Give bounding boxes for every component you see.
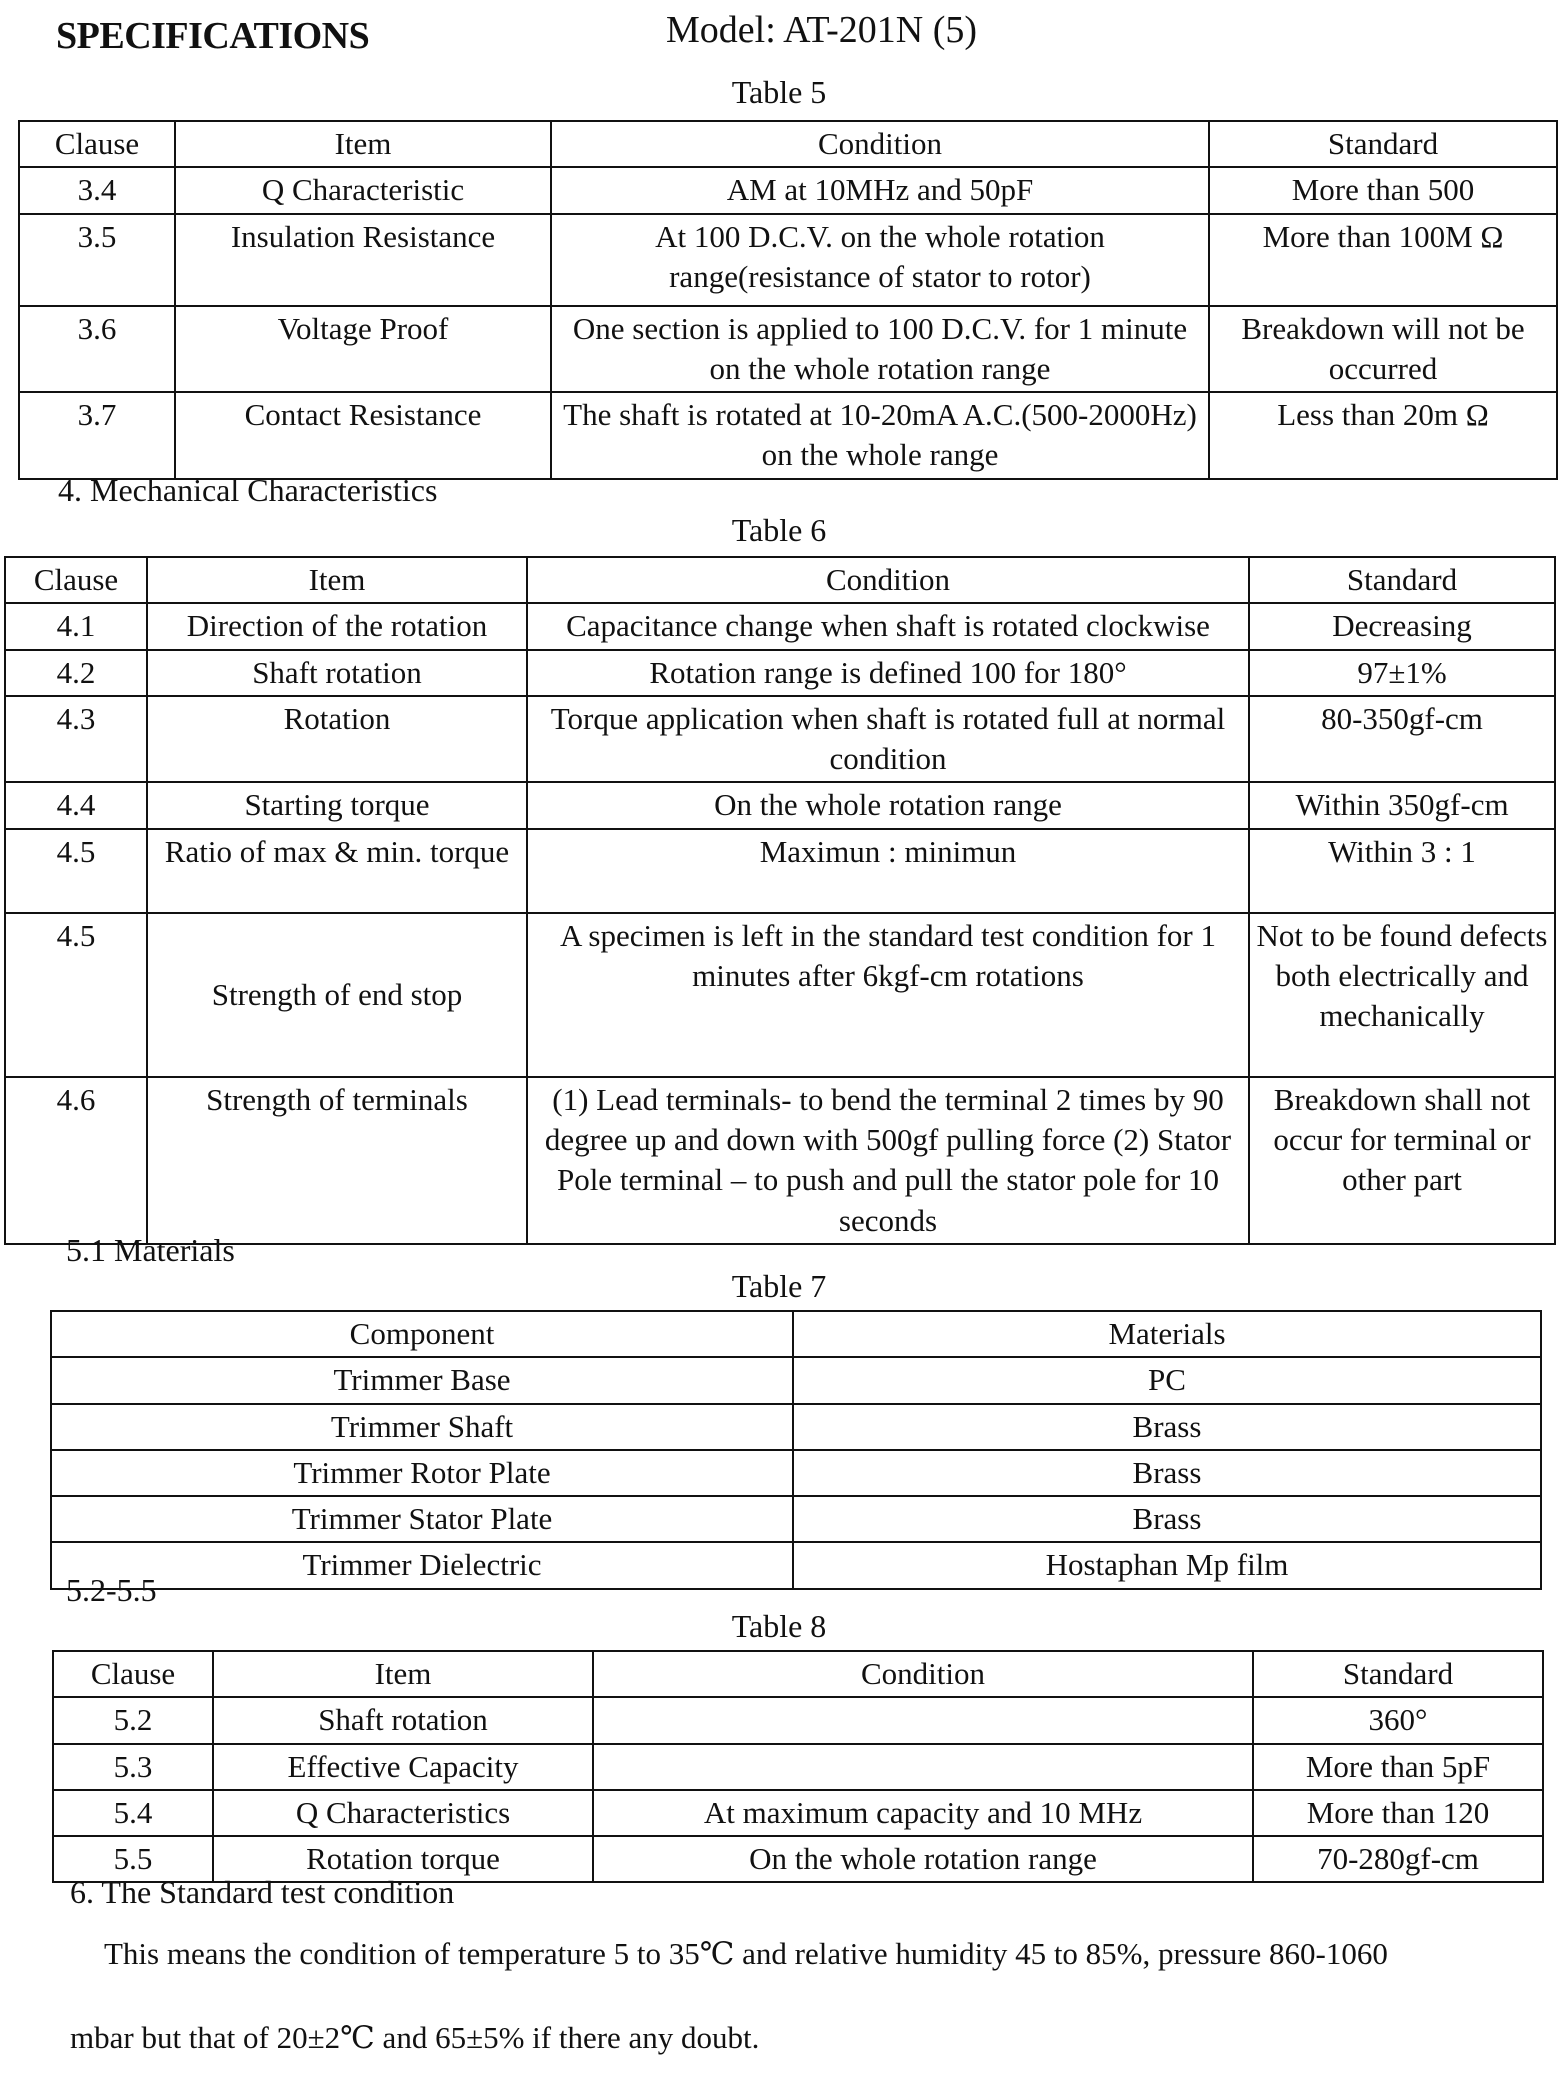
table8-header-row xyxy=(53,1651,1543,1697)
table7-header-row xyxy=(51,1311,1541,1357)
material-cell: PC xyxy=(793,1357,1541,1403)
table8-header-condition: Condition xyxy=(593,1651,1253,1697)
clause-cell: 5.5 xyxy=(53,1836,213,1882)
standard-cell: 360° xyxy=(1253,1697,1543,1743)
item-cell: Ratio of max & min. torque xyxy=(147,829,527,913)
table-row xyxy=(5,829,1555,913)
table6-header-row xyxy=(5,557,1555,603)
table6 xyxy=(4,556,1556,1245)
item-cell: Starting torque xyxy=(147,782,527,828)
condition-cell: The shaft is rotated at 10-20mA A.C.(500-2000Hz) on the whole range xyxy=(551,392,1209,479)
table8-caption: Table 8 xyxy=(731,1608,827,1644)
table6-header-condition: Condition xyxy=(527,557,1249,603)
section-5-2-heading: 5.2-5.5 xyxy=(66,1572,157,1608)
clause-cell: 4.2 xyxy=(5,650,147,696)
item-cell: Strength of end stop xyxy=(147,913,527,1077)
condition-cell: Maximun : minimun xyxy=(527,829,1249,913)
standard-cell: More than 100M Ω xyxy=(1209,214,1557,306)
standard-cell: Breakdown will not be occurred xyxy=(1209,306,1557,393)
table6-header-item: Item xyxy=(147,557,527,603)
condition-cell: Capacitance change when shaft is rotated clockwise xyxy=(527,603,1249,649)
condition-cell: Torque application when shaft is rotated full at normal condition xyxy=(527,696,1249,783)
clause-cell: 3.5 xyxy=(19,214,175,306)
table8-header-clause: Clause xyxy=(53,1651,213,1697)
table-row xyxy=(53,1744,1543,1790)
table-row xyxy=(19,306,1557,393)
component-cell: Trimmer Dielectric xyxy=(51,1542,793,1588)
item-cell: Contact Resistance xyxy=(175,392,551,479)
standard-cell: Not to be found defects both electrically and mechanically xyxy=(1249,913,1555,1077)
condition-cell: Rotation range is defined 100 for 180° xyxy=(527,650,1249,696)
table5-caption: Table 5 xyxy=(731,74,827,110)
condition-cell: (1) Lead terminals- to bend the terminal 2 times by 90 degree up and down with 500gf pulling force (2) Stator Pole terminal – to push and pull the stator pole for 10 seconds xyxy=(527,1077,1249,1244)
standard-cell: Within 3 : 1 xyxy=(1249,829,1555,913)
material-cell: Brass xyxy=(793,1450,1541,1496)
item-cell: Q Characteristic xyxy=(175,167,551,213)
condition-cell: AM at 10MHz and 50pF xyxy=(551,167,1209,213)
clause-cell: 5.4 xyxy=(53,1790,213,1836)
material-cell: Hostaphan Mp film xyxy=(793,1542,1541,1588)
standard-cell: More than 120 xyxy=(1253,1790,1543,1836)
table-row xyxy=(51,1542,1541,1588)
clause-cell: 3.6 xyxy=(19,306,175,393)
table-row xyxy=(19,392,1557,479)
table7-header-component: Component xyxy=(51,1311,793,1357)
clause-cell: 5.3 xyxy=(53,1744,213,1790)
item-cell: Effective Capacity xyxy=(213,1744,593,1790)
table-row xyxy=(5,650,1555,696)
item-cell: Voltage Proof xyxy=(175,306,551,393)
item-cell: Rotation xyxy=(147,696,527,783)
material-cell: Brass xyxy=(793,1404,1541,1450)
condition-cell: A specimen is left in the standard test condition for 1 minutes after 6kgf-cm rotations xyxy=(527,913,1249,1077)
table8-header-standard: Standard xyxy=(1253,1651,1543,1697)
table5-header-row xyxy=(19,121,1557,167)
table6-header-standard: Standard xyxy=(1249,557,1555,603)
table-row xyxy=(53,1697,1543,1743)
clause-cell: 4.3 xyxy=(5,696,147,783)
clause-cell: 4.5 xyxy=(5,829,147,913)
table-row xyxy=(5,782,1555,828)
table5-header-standard: Standard xyxy=(1209,121,1557,167)
standard-cell: Decreasing xyxy=(1249,603,1555,649)
table-row xyxy=(19,167,1557,213)
clause-cell: 4.4 xyxy=(5,782,147,828)
component-cell: Trimmer Rotor Plate xyxy=(51,1450,793,1496)
condition-cell: One section is applied to 100 D.C.V. for 1 minute on the whole rotation range xyxy=(551,306,1209,393)
table7 xyxy=(50,1310,1542,1590)
condition-cell: On the whole rotation range xyxy=(527,782,1249,828)
table-row xyxy=(5,1077,1555,1244)
standard-cell: More than 500 xyxy=(1209,167,1557,213)
condition-cell: At 100 D.C.V. on the whole rotation range(resistance of stator to rotor) xyxy=(551,214,1209,306)
table7-header-materials: Materials xyxy=(793,1311,1541,1357)
condition-cell xyxy=(593,1697,1253,1743)
component-cell: Trimmer Shaft xyxy=(51,1404,793,1450)
clause-cell: 4.6 xyxy=(5,1077,147,1244)
item-cell: Shaft rotation xyxy=(213,1697,593,1743)
test-condition-text-line-2: mbar but that of 20±2℃ and 65±5% if there any doubt. xyxy=(70,2020,760,2055)
item-cell: Rotation torque xyxy=(213,1836,593,1882)
material-cell: Brass xyxy=(793,1496,1541,1542)
clause-cell: 3.7 xyxy=(19,392,175,479)
page-title: SPECIFICATIONS xyxy=(56,15,370,57)
condition-cell: At maximum capacity and 10 MHz xyxy=(593,1790,1253,1836)
table-row xyxy=(53,1790,1543,1836)
table8 xyxy=(52,1650,1544,1883)
table6-caption: Table 6 xyxy=(731,512,827,548)
table5 xyxy=(18,120,1558,480)
standard-cell: 80-350gf-cm xyxy=(1249,696,1555,783)
condition-cell xyxy=(593,1744,1253,1790)
test-condition-text-line-1: This means the condition of temperature 5 to 35℃ and relative humidity 45 to 85%, pressure 860-1060 xyxy=(104,1936,1388,1971)
table8-header-item: Item xyxy=(213,1651,593,1697)
standard-cell: 97±1% xyxy=(1249,650,1555,696)
clause-cell: 5.2 xyxy=(53,1697,213,1743)
table-row xyxy=(5,696,1555,783)
item-cell: Insulation Resistance xyxy=(175,214,551,306)
clause-cell: 4.1 xyxy=(5,603,147,649)
table-row xyxy=(5,603,1555,649)
standard-cell: Breakdown shall not occur for terminal or other part xyxy=(1249,1077,1555,1244)
standard-cell: More than 5pF xyxy=(1253,1744,1543,1790)
standard-cell: 70-280gf-cm xyxy=(1253,1836,1543,1882)
clause-cell: 3.4 xyxy=(19,167,175,213)
standard-cell: Within 350gf-cm xyxy=(1249,782,1555,828)
clause-cell: 4.5 xyxy=(5,913,147,1077)
section-6-heading: 6. The Standard test condition xyxy=(70,1874,455,1910)
table5-header-condition: Condition xyxy=(551,121,1209,167)
model-number: Model: AT-201N (5) xyxy=(666,9,978,51)
condition-cell: On the whole rotation range xyxy=(593,1836,1253,1882)
component-cell: Trimmer Stator Plate xyxy=(51,1496,793,1542)
table-row xyxy=(51,1357,1541,1403)
item-cell: Strength of terminals xyxy=(147,1077,527,1244)
table7-caption: Table 7 xyxy=(731,1268,827,1304)
table6-header-clause: Clause xyxy=(5,557,147,603)
table5-header-clause: Clause xyxy=(19,121,175,167)
item-cell: Shaft rotation xyxy=(147,650,527,696)
table-row xyxy=(5,913,1555,1077)
table-row xyxy=(51,1450,1541,1496)
table-row xyxy=(51,1496,1541,1542)
section-5-1-heading: 5.1 Materials xyxy=(66,1232,235,1268)
section-4-heading: 4. Mechanical Characteristics xyxy=(58,472,438,508)
item-cell: Direction of the rotation xyxy=(147,603,527,649)
table-row xyxy=(51,1404,1541,1450)
component-cell: Trimmer Base xyxy=(51,1357,793,1403)
item-cell: Q Characteristics xyxy=(213,1790,593,1836)
table5-header-item: Item xyxy=(175,121,551,167)
standard-cell: Less than 20m Ω xyxy=(1209,392,1557,479)
table-row xyxy=(19,214,1557,306)
